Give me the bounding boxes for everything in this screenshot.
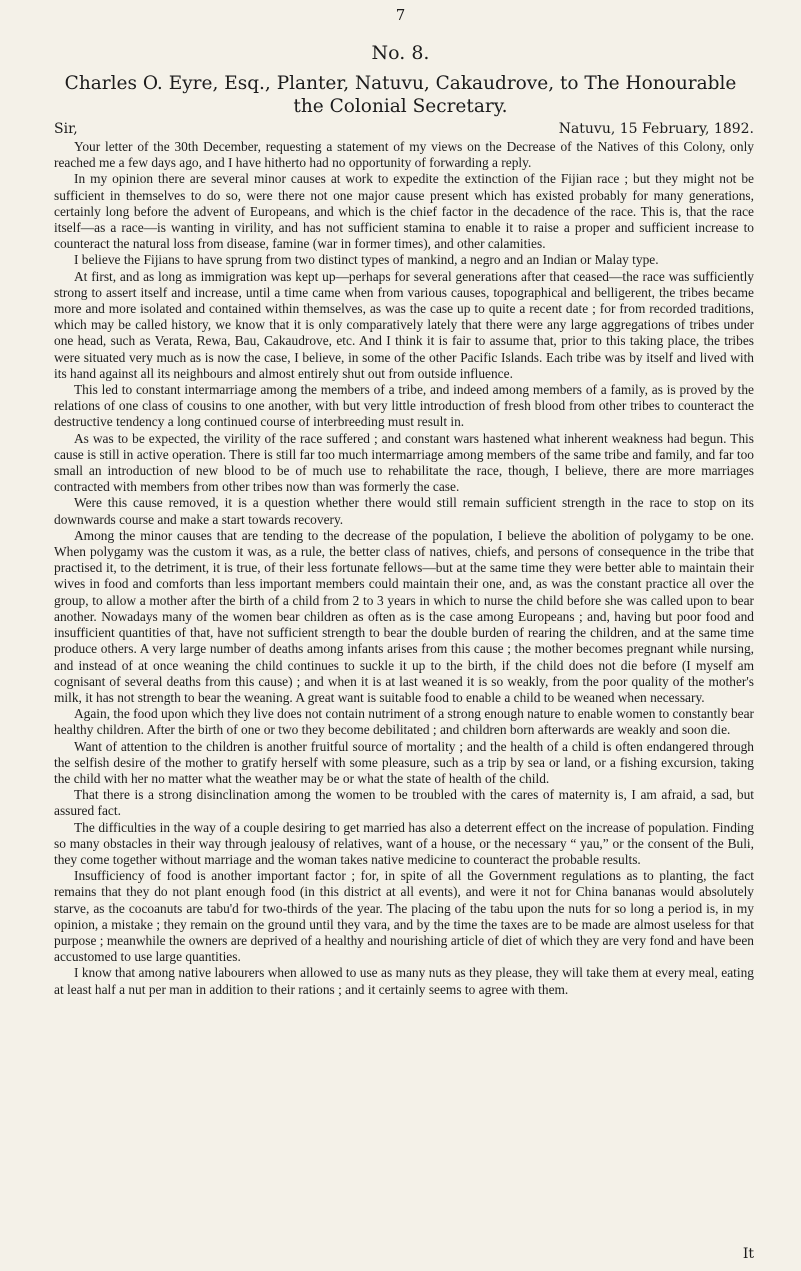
- paragraph: Were this cause removed, it is a question whether there would still remain sufficient strength in the race to stop on its downwards course and make a start towards recovery.: [54, 495, 754, 527]
- page-number: 7: [395, 6, 406, 24]
- paragraph: As was to be expected, the virility of the race suffered ; and constant wars hastened what inherent weakness had begun. This cause is still in active operation. There is still far too much intermarriage among members of the same tribe and family, and far too small an introduction of new blood to be of much use to rehabilitate the race, though, I believe, there are more marriages contracted with members from other tribes now than was formerly the case.: [54, 430, 754, 495]
- document-number: No. 8.: [371, 42, 430, 64]
- place-date: Natuvu, 15 February, 1892.: [558, 121, 754, 137]
- paragraph: Again, the food upon which they live does not contain nutriment of a strong enough nature to enable women to constantly bear healthy children. After the birth of one or two they become debilitated ; and children born afterwards are weakly and soon die.: [54, 706, 754, 738]
- paragraph: I believe the Fijians to have sprung from two distinct types of mankind, a negro and an Indian or Malay type.: [74, 252, 659, 268]
- paragraph: Among the minor causes that are tending to the decrease of the population, I believe the abolition of polygamy to be one. When polygamy was the custom it was, as a rule, the better class of natives, chiefs, and persons of consequence in the tribe that practised it, to the detriment, it is true, of their less fortunate fellows—but at the same time they were better able to maintain their wives in food and comforts than less important members could maintain their one, and, as was the constant practice all over the group, to allow a mother after the birth of a child from 2 to 3 years in which to nurse the child before she was called upon to bear another. Nowadays many of the women bear children as often as is the case among Europeans ; and, having but poor food and insufficient quantities of that, have not sufficient strength to bear the double burden of rearing the children, and at the same time produce others. A very large number of deaths among infants arises from this cause ; the mother becomes pregnant while nursing, and instead of at once weaning the child continues to suckle it up to the birth, if the child does not die before (I myself am cognisant of several deaths from this cause) ; and when it is at last weaned it is so weakly, from the poor quality of the mother's milk, it has not strength to bear the weaning. A great want is suitable food to enable a child to be weaned when necessary.: [54, 527, 754, 705]
- paragraph: Want of attention to the children is another fruitful source of mortality ; and the health of a child is often endangered through the selfish desire of the mother to gratify herself with some pleasure, such as a trip by sea or land, or a fishing excursion, taking the child with her no matter what the weather may be or what the state of health of the child.: [54, 738, 754, 786]
- letter-heading: Charles O. Eyre, Esq., Planter, Natuvu, Cakaudrove, to The Honourable the Colonial Secretary.: [64, 73, 737, 117]
- paragraph: The difficulties in the way of a couple desiring to get married has also a deterrent effect on the increase of population. Finding so many obstacles in their way through jealousy of relatives, want of a house, or the necessary “ yau,” or the consent of the Buli, they come together without marriage and the woman takes native medicine to counteract the probable results.: [54, 819, 754, 867]
- paragraph: I know that among native labourers when allowed to use as many nuts as they please, they will take them at every meal, eating at least half a nut per man in addition to their rations ; and it certainly seems to agree with them.: [54, 965, 754, 997]
- paragraph: Your letter of the 30th December, requesting a statement of my views on the Decrease of the Natives of this Colony, only reached me a few days ago, and I have hitherto had no opportunity of forwarding a reply.: [54, 139, 754, 171]
- catchword: It: [742, 1246, 754, 1262]
- letter-body: [54, 139, 754, 998]
- paragraph: Insufficiency of food is another important factor ; for, in spite of all the Government regulations as to planting, the fact remains that they do not plant enough food (in this district at all events), and were it not for China bananas would absolutely starve, as the cocoanuts are tabu'd for two-thirds of the year. The placing of the tabu upon the nuts for so long a period is, in my opinion, a mistake ; they remain on the ground until they vara, and by the time the taxes are to be made are almost useless for that purpose ; meanwhile the owners are deprived of a healthy and nourishing article of diet of which they are very fond and have been accustomed to use large quantities.: [54, 868, 754, 965]
- paragraph: This led to constant intermarriage among the members of a tribe, and indeed among members of a family, as is proved by the relations of one class of cousins to one another, with but very little introduction of fresh blood from other tribes to counteract the destructive tendency a long continued course of interbreeding must result in.: [54, 382, 754, 430]
- paragraph: At first, and as long as immigration was kept up—perhaps for several generations after that ceased—the race was sufficiently strong to assert itself and increase, until a time came when from various causes, topographical and belligerent, the tribes became more and more isolated and contained within themselves, as was the case up to quite a recent date ; for from recorded traditions, which may be called history, we know that it is only comparatively lately that there were any large aggregations of tribes under one head, such as Verata, Rewa, Bau, Cakaudrove, etc. And I think it is fair to assume that, prior to this taking place, the tribes were situated very much as is now the case, I believe, in some of the other Pacific Islands. Each tribe was by itself and lived with its hand against all its neighbours and almost entirely shut out from outside influence.: [54, 268, 754, 381]
- paragraph: That there is a strong disinclination among the women to be troubled with the cares of maternity is, I am afraid, a sad, but assured fact.: [54, 787, 754, 819]
- salutation: Sir,: [54, 121, 78, 137]
- paragraph: In my opinion there are several minor causes at work to expedite the extinction of the Fijian race ; but they might not be sufficient in themselves to do so, were there not one major cause present which has existed probably for many generations, certainly long before the advent of Europeans, and which is the chief factor in the decadence of the race. This is, that the race itself—as a race—is wanting in virility, and has not sufficient stamina to enable it to raise a proper and sufficient increase to counteract the natural loss from disease, famine (war in former times), and other calamities.: [54, 171, 754, 252]
